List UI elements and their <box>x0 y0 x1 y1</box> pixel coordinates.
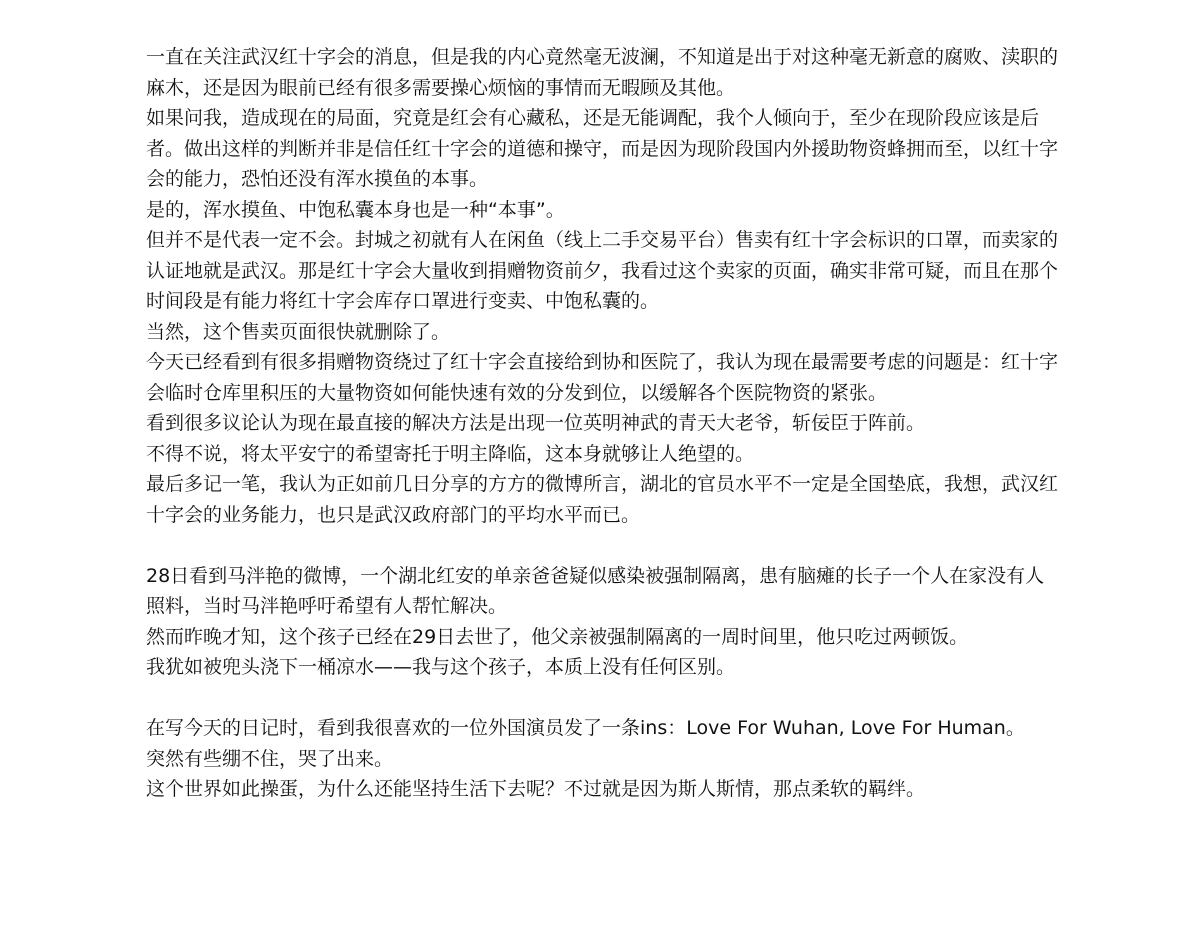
paragraph-3: 是的，浑水摸鱼、中饱私囊本身也是一种“本事”。 <box>146 198 565 221</box>
paragraph-13: 在写今天的日记时，看到我很喜欢的一位外国演员发了一条ins：Love For Wuhan, Love For Human。 <box>146 717 1025 739</box>
blank-line-2 <box>146 683 1058 714</box>
paragraph-12: 我犹如被兜头浇下一桶凉水——我与这个孩子，本质上没有任何区别。 <box>146 656 736 678</box>
paragraph-14: 突然有些绷不住，哭了出来。 <box>146 747 394 770</box>
paragraph-2: 如果问我，造成现在的局面，究竟是红会有心藏私，还是无能调配，我个人倾向于，至少在现阶段应该是后者。做出这样的判断并非是信任红十字会的道德和操守，而是因为现阶段国内外援助物资蜂拥而至，以红十字会的能力，恐怕还没有浑水摸鱼的本事。 <box>146 107 1059 190</box>
document-body <box>146 42 1058 805</box>
paragraph-8: 不得不说，将太平安宁的希望寄托于明主降临，这本身就够让人绝望的。 <box>146 442 755 465</box>
paragraph-15: 这个世界如此操蛋，为什么还能坚持生活下去呢？不过就是因为斯人斯情，那点柔软的羁绊。 <box>146 778 926 800</box>
paragraph-1: 一直在关注武汉红十字会的消息，但是我的内心竟然毫无波澜，不知道是出于对这种毫无新意的腐败、渎职的麻木，还是因为眼前已经有很多需要操心烦恼的事情而无暇顾及其他。 <box>146 46 1059 99</box>
paragraph-10: 28日看到马泮艳的微博，一个湖北红安的单亲爸爸疑似感染被强制隔离，患有脑瘫的长子一个人在家没有人照料，当时马泮艳呼吁希望有人帮忙解决。 <box>146 564 1045 617</box>
blank-line-1 <box>146 530 1058 561</box>
paragraph-11: 然而昨晚才知，这个孩子已经在29日去世了，他父亲被强制隔离的一周时间里，他只吃过两顿饭。 <box>146 625 969 648</box>
paragraph-4: 但并不是代表一定不会。封城之初就有人在闲鱼（线上二手交易平台）售卖有红十字会标识的口罩，而卖家的认证地就是武汉。那是红十字会大量收到捐赠物资前夕，我看过这个卖家的页面，确实非常可疑，而且在那个时间段是有能力将红十字会库存口罩进行变卖、中饱私囊的。 <box>146 229 1059 312</box>
paragraph-6: 今天已经看到有很多捐赠物资绕过了红十字会直接给到协和医院了，我认为现在最需要考虑的问题是：红十字会临时仓库里积压的大量物资如何能快速有效的分发到位，以缓解各个医院物资的紧张。 <box>146 351 1059 404</box>
paragraph-7: 看到很多议论认为现在最直接的解决方法是出现一位英明神武的青天大老爷，斩佞臣于阵前。 <box>146 412 926 434</box>
paragraph-9: 最后多记一笔，我认为正如前几日分享的方方的微博所言，湖北的官员水平不一定是全国垫底，我想，武汉红十字会的业务能力，也只是武汉政府部门的平均水平而已。 <box>146 473 1059 526</box>
paragraph-5: 当然，这个售卖页面很快就删除了。 <box>146 320 451 343</box>
